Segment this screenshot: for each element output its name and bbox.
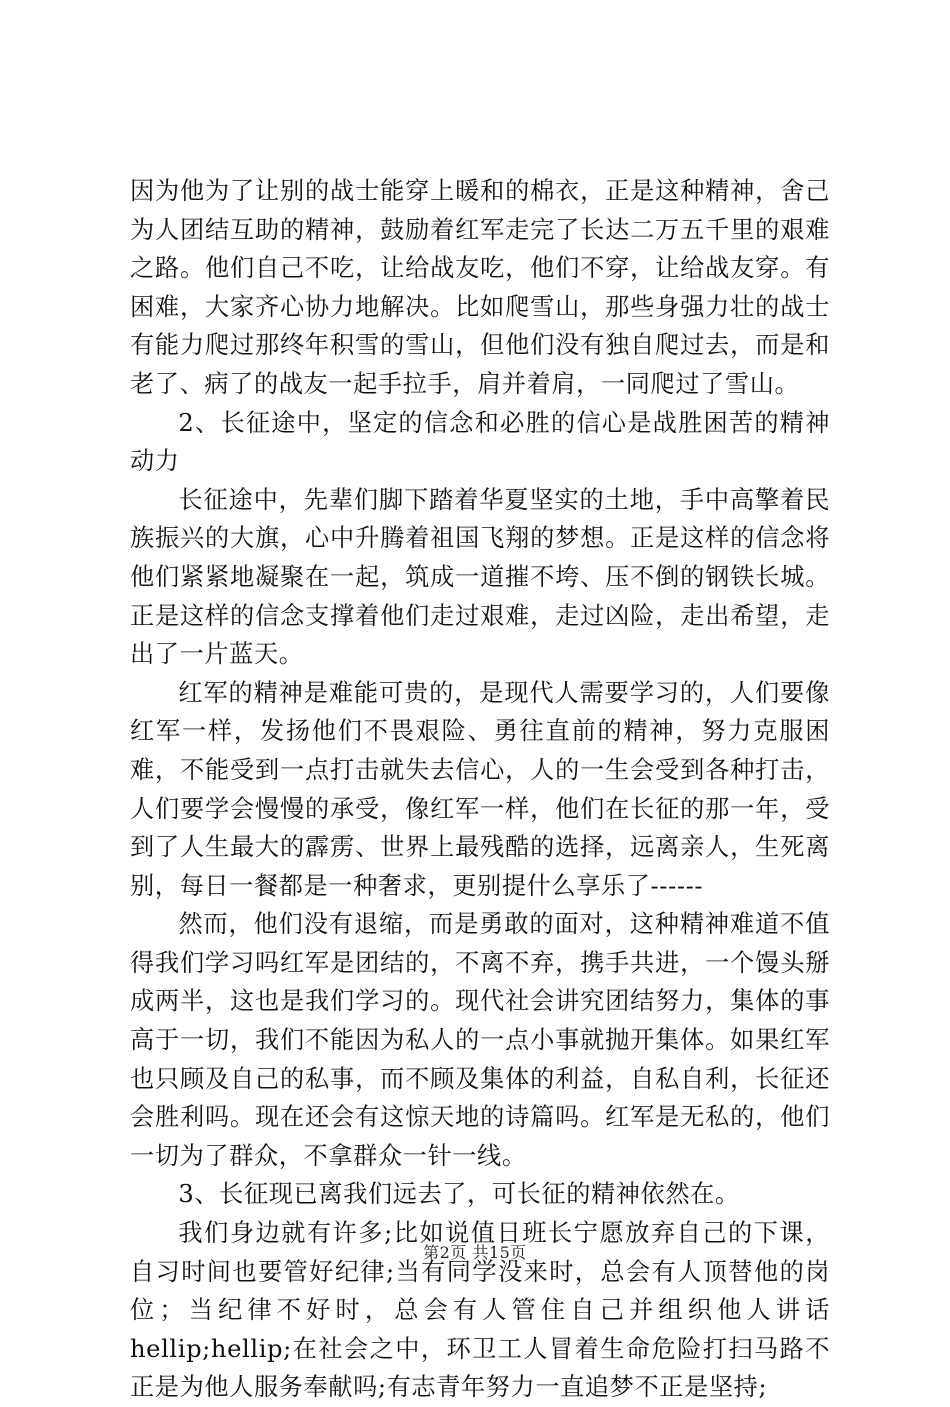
section-heading-2: 2、长征途中，坚定的信念和必胜的信心是战胜困苦的精神动力 [130,408,830,476]
body-text [130,172,830,1407]
paragraph-unity: 然而，他们没有退缩，而是勇敢的面对，这种精神难道不值得我们学习吗红军是团结的，不离不弃，携手共进，一个馒头掰成两半，这也是我们学习的。现代社会讲究团结努力，集体的事高于一切，我们不能因为私人的一点小事就抛开集体。如果红军也只顾及自己的私事，而不顾及集体的利益，自私自利，长征还会胜利吗。现在还会有这惊天地的诗篇吗。红军是无私的，他们一切为了群众，不拿群众一针一线。 [130,910,830,1170]
paragraph-examples: 我们身边就有许多;比如说值日班长宁愿放弃自己的下课，自习时间也要管好纪律;当有同学没来时，总会有人顶替他的岗位；当纪律不好时，总会有人管住自己并组织他人讲话hellip;hellip;在社会之中，环卫工人冒着生命危险打扫马路不正是为他人服务奉献吗;有志青年努力一直追梦不正是坚持; [130,1219,830,1402]
page-footer: 第2页 共15页 [423,1243,527,1262]
paragraph-spirit: 红军的精神是难能可贵的，是现代人需要学习的，人们要像红军一样，发扬他们不畏艰险、勇往直前的精神，努力克服困难，不能受到一点打击就失去信心，人的一生会受到各种打击，人们要学会慢慢的承受，像红军一样，他们在长征的那一年，受到了人生最大的霹雳、世界上最残酷的选择，远离亲人，生死离别，每日一餐都是一种奢求，更别提什么享乐了------ [130,678,830,900]
section-heading-3: 3、长征现已离我们远去了，可长征的精神依然在。 [178,1180,740,1209]
paragraph-continuation: 因为他为了让别的战士能穿上暖和的棉衣，正是这种精神，舍己为人团结互助的精神，鼓励着红军走完了长达二万五千里的艰难之路。他们自己不吃，让给战友吃，他们不穿，让给战友穿。有困难，大家齐心协力地解决。比如爬雪山，那些身强力壮的战士有能力爬过那终年积雪的雪山，但他们没有独自爬过去，而是和老了、病了的战友一起手拉手，肩并着肩，一同爬过了雪山。 [130,177,830,398]
paragraph-belief: 长征途中，先辈们脚下踏着华夏坚实的土地，手中高擎着民族振兴的大旗，心中升腾着祖国飞翔的梦想。正是这样的信念将他们紧紧地凝聚在一起，筑成一道摧不垮、压不倒的钢铁长城。正是这样的信念支撑着他们走过艰难，走过凶险，走出希望，走出了一片蓝天。 [130,485,830,669]
